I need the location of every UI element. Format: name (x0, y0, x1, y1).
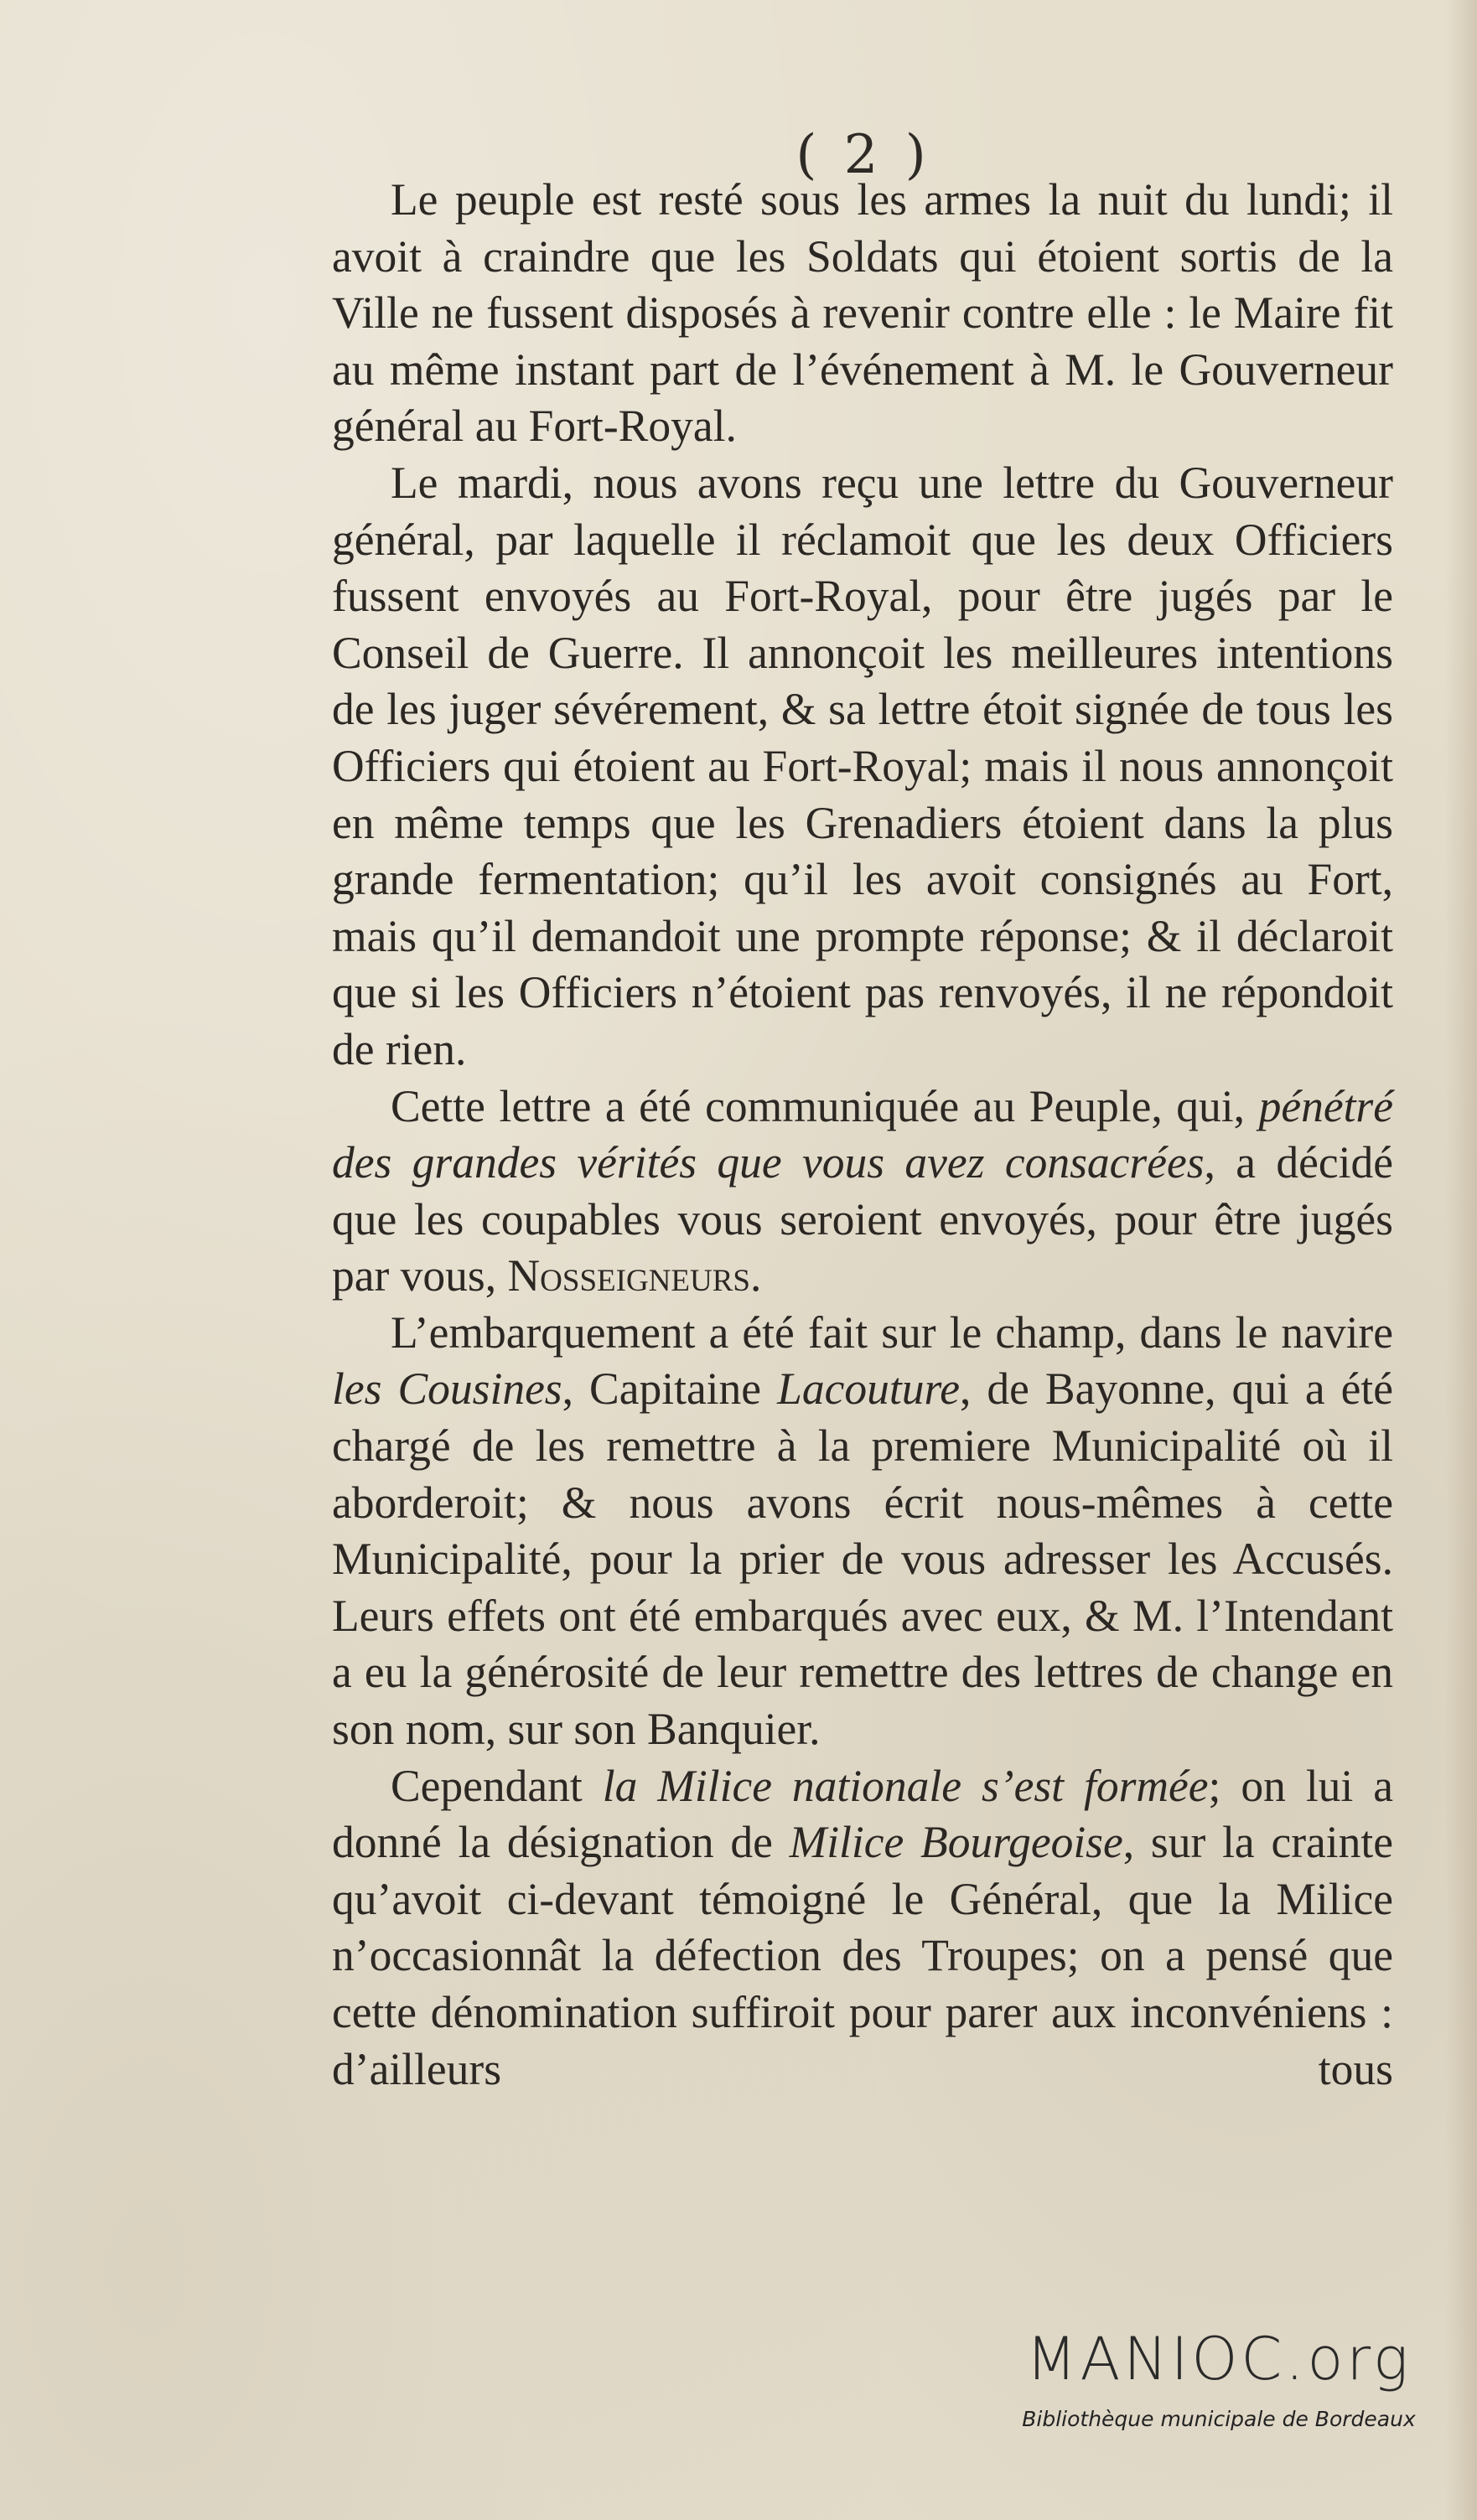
watermark (1001, 2325, 1437, 2431)
paragraph (332, 455, 1393, 1079)
text-run: Le mardi, nous avons reçu une lettre du Gouverneur général, par laquelle il réclamoit que les deux Officiers fussent envoyés au Fort-Royal, pour être jugés par le Conseil de Guerre. Il annonçoit les meilleures intentions de les juger sévérement, & sa lettre étoit signée de tous les Officiers qui étoient au Fort-Royal; mais il nous annonçoit en même temps que les Grenadiers étoient dans la plus grande fermentation; qu’il les avoit consignés au Fort, mais qu’il demandoit une prompte réponse; & il déclaroit que si les Officiers n’étoient pas renvoyés, il ne répondoit de rien. (332, 457, 1393, 1074)
paragraph (332, 1079, 1393, 1305)
body-text (332, 172, 1393, 2098)
paragraph (332, 172, 1393, 455)
italic-phrase: Milice Bourgeoise (789, 1817, 1123, 1868)
small-caps-phrase: Nosseigneurs (507, 1250, 750, 1301)
text-run: , sur la crainte qu’avoit ci-devant témoigné le Général, que la Milice n’occasionnât la défection des Troupes; on a pensé que cette dénomination suffiroit pour parer aux inconvéniens : d’ailleurs tous (332, 1817, 1393, 2094)
italic-phrase: Lacouture (777, 1363, 961, 1415)
text-run: Cependant (391, 1760, 603, 1811)
text-run: L’embarquement a été fait sur le champ, dans le navire (391, 1307, 1393, 1358)
text-run: . (749, 1250, 762, 1301)
italic-phrase: la Milice nationale s’est formée (602, 1760, 1209, 1811)
text-run: ; on lui a donné la désignation de (332, 1760, 1393, 1868)
paragraph (332, 1758, 1393, 2098)
text-run: , Capitaine (562, 1363, 778, 1415)
page-edge-shadow (1445, 0, 1477, 2520)
watermark-caption: Bibliothèque municipale de Bordeaux (1022, 2407, 1416, 2431)
text-run: , de Bayonne, qui a été chargé de les remettre à la premiere Municipalité où il aborderoit; & nous avons écrit nous-mêmes à cette Municipalité, pour la prier de vous adresser les Accusés. Leurs effets ont été embarqués avec eux, & M. l’Intendant a eu la générosité de leur remettre des lettres de change en son nom, sur son Banquier. (332, 1363, 1394, 1755)
text-run: Cette lettre a été communiquée au Peuple, qui, (391, 1080, 1259, 1131)
italic-phrase: pénétré des grandes vérités que vous avez consacrées (332, 1080, 1393, 1188)
text-run: , a décidé que les coupables vous seroient envoyés, pour être jugés par vous, (332, 1137, 1393, 1301)
paragraph (332, 1305, 1393, 1758)
page-number: ( 2 ) (796, 124, 931, 186)
italic-phrase: les Cousines (332, 1363, 562, 1415)
text-run: Le peuple est resté sous les armes la nuit du lundi; il avoit à craindre que les Soldats qui étoient sortis de la Ville ne fussent disposés à revenir contre elle : le Maire fit au même instant part de l’événement à M. le Gouverneur général au Fort-Royal. (332, 174, 1393, 452)
watermark-logo: MANIOC.org (1026, 2325, 1412, 2393)
